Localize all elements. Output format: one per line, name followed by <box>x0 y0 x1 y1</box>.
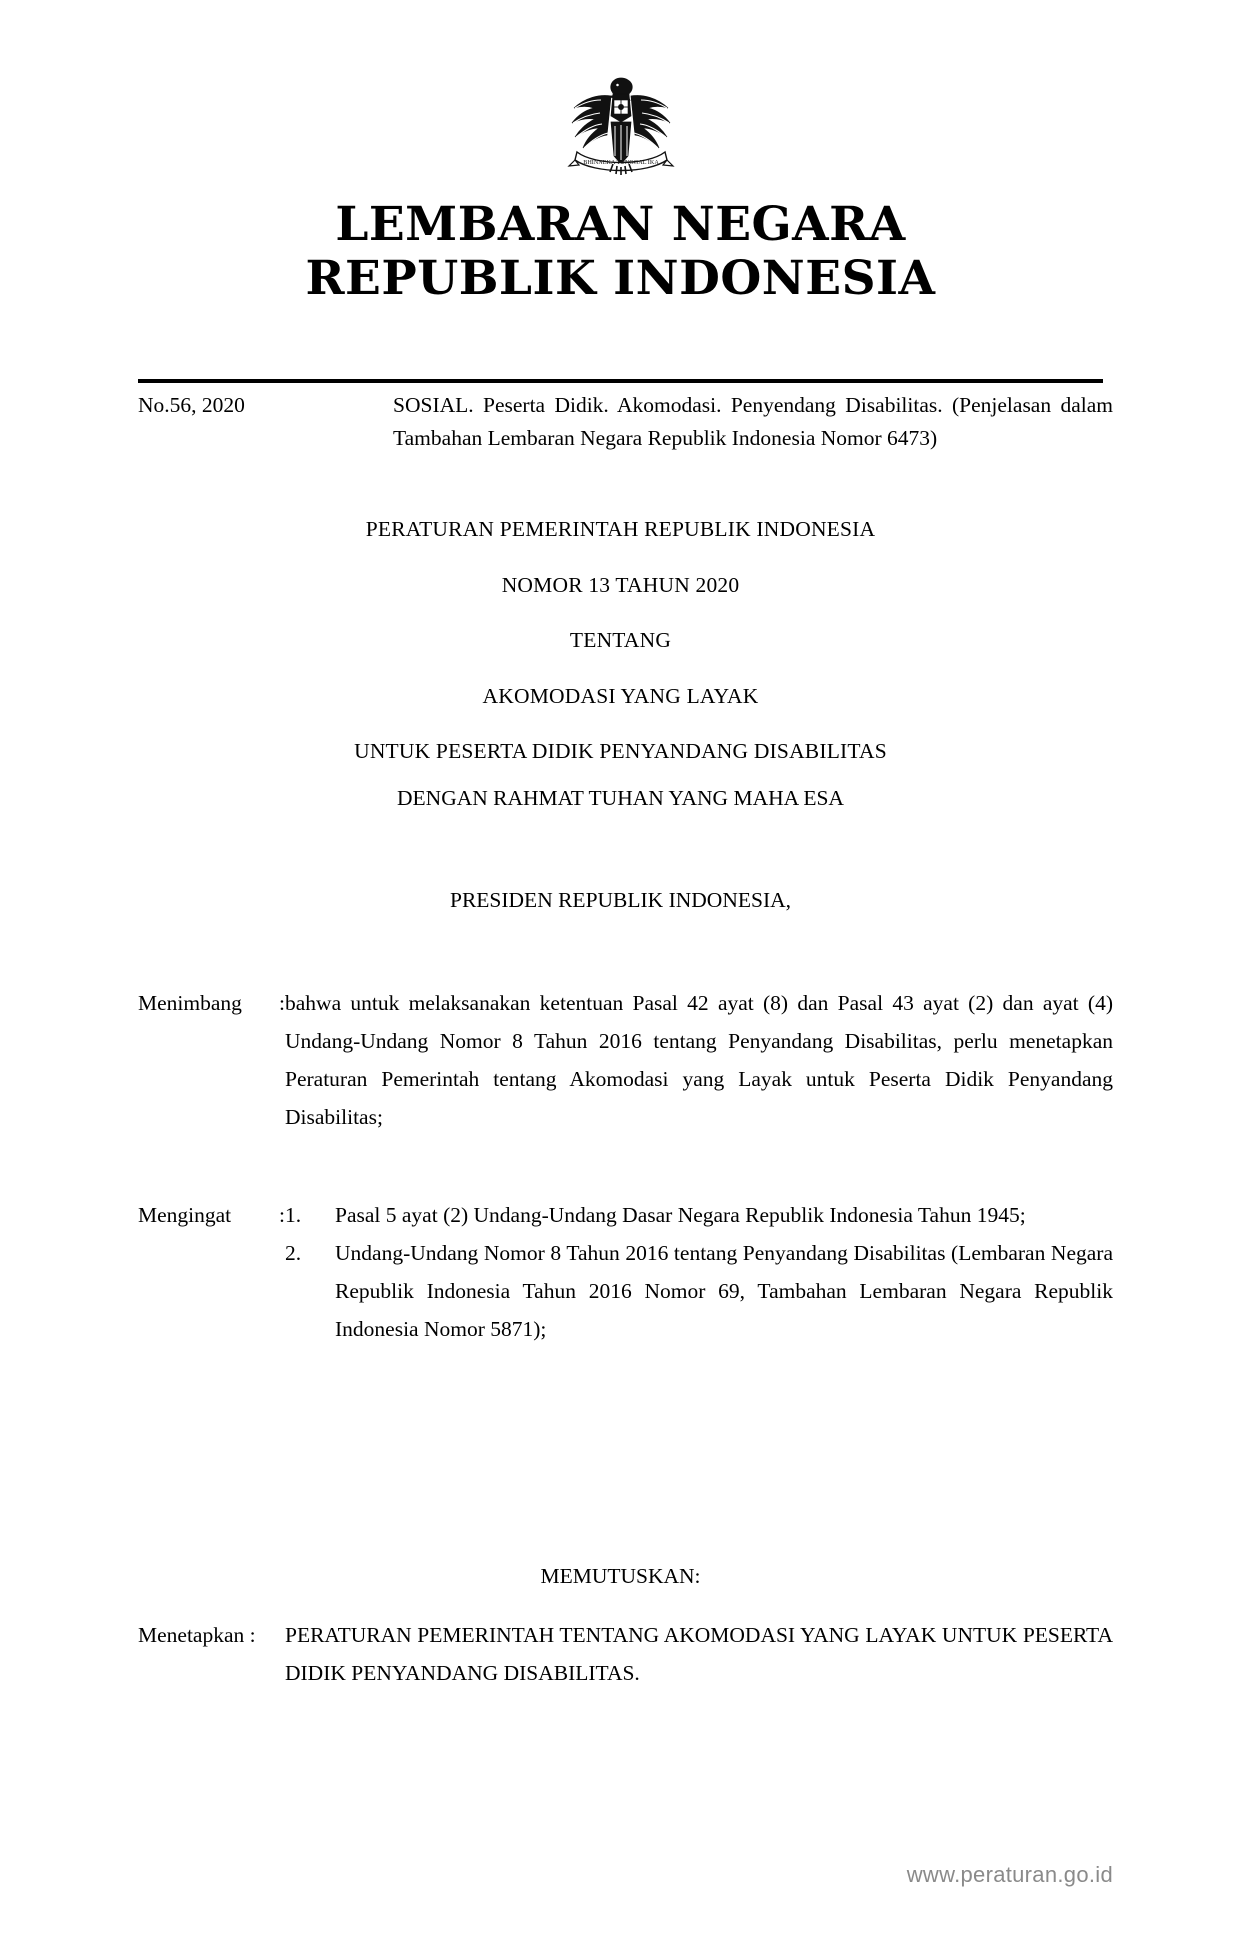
gazette-subject: SOSIAL. Peserta Didik. Akomodasi. Penyendang Disabilitas. (Penjelasan dalam Tambahan Lembaran Negara Republik Indonesia Nomor 6473) <box>393 393 1113 450</box>
menimbang-label <box>138 984 285 1022</box>
svg-text:BHINNEKA TUNGGAL IKA: BHINNEKA TUNGGAL IKA <box>582 159 659 166</box>
list-item-text: Undang-Undang Nomor 8 Tahun 2016 tentang Penyandang Disabilitas (Lembaran Negara Republik Indonesia Tahun 2016 Nomor 69, Tambahan Lembaran Negara Republik Indonesia Nomor 5871); <box>335 1241 1113 1342</box>
title-line-institution: PERATURAN PEMERINTAH REPUBLIK INDONESIA <box>365 517 876 541</box>
garuda-pancasila-emblem <box>555 70 687 192</box>
mengingat-list <box>285 1196 1113 1348</box>
emblem-container <box>0 70 1241 197</box>
footer-watermark-url: www.peraturan.go.id <box>906 1862 1113 1887</box>
mengingat-colon: : <box>279 1203 285 1227</box>
list-item-marker: 1. <box>285 1203 302 1227</box>
president-line: PRESIDEN REPUBLIK INDONESIA, <box>449 888 792 912</box>
memutuskan-heading: MEMUTUSKAN: <box>540 1564 701 1588</box>
menimbang-body <box>285 984 1113 1136</box>
title-line-subject-2: UNTUK PESERTA DIDIK PENYANDANG DISABILITAS <box>354 739 887 763</box>
menetapkan-body <box>285 1616 1113 1692</box>
masthead-divider <box>138 379 1103 383</box>
title-line-number: NOMOR 13 TAHUN 2020 <box>501 572 740 597</box>
mengingat-label <box>138 1196 285 1234</box>
menimbang-colon: : <box>279 991 285 1015</box>
clause-mengingat <box>138 1196 1113 1348</box>
list-item-marker: 2. <box>285 1241 302 1266</box>
clause-menetapkan <box>138 1616 1113 1692</box>
gazette-number: No.56, 2020 <box>138 393 245 417</box>
list-item <box>285 1196 1113 1234</box>
menimbang-label-text: Menimbang <box>138 991 242 1015</box>
mengingat-label-text: Mengingat <box>138 1203 232 1227</box>
masthead-line-1: LEMBARAN NEGARA <box>335 197 906 252</box>
regulation-title-block <box>0 519 1241 763</box>
list-item <box>285 1234 1113 1348</box>
list-item-text: Pasal 5 ayat (2) Undang-Undang Dasar Negara Republik Indonesia Tahun 1945; <box>335 1203 1026 1227</box>
menimbang-paragraph: bahwa untuk melaksanakan ketentuan Pasal 42 ayat (8) dan Pasal 43 ayat (2) dan ayat (4) Undang-Undang Nomor 8 Tahun 2016 tentang Penyandang Disabilitas, perlu menetapkan Peraturan Pemerintah tentang Akomodasi yang Layak untuk Peserta Didik Penyandang Disabilitas; <box>285 991 1113 1130</box>
citation-block <box>138 389 1113 454</box>
menetapkan-label: Menetapkan : <box>138 1623 256 1647</box>
clause-menimbang <box>138 984 1113 1136</box>
masthead-line-2: REPUBLIK INDONESIA <box>305 251 936 307</box>
masthead <box>0 198 1241 306</box>
title-line-subject-1: AKOMODASI YANG LAYAK <box>482 683 759 708</box>
divine-mandate-line: DENGAN RAHMAT TUHAN YANG MAHA ESA <box>397 786 844 810</box>
title-line-tentang: TENTANG <box>569 628 672 652</box>
menetapkan-paragraph: PERATURAN PEMERINTAH TENTANG AKOMODASI YANG LAYAK UNTUK PESERTA DIDIK PENYANDANG DISABILITAS. <box>285 1623 1113 1686</box>
